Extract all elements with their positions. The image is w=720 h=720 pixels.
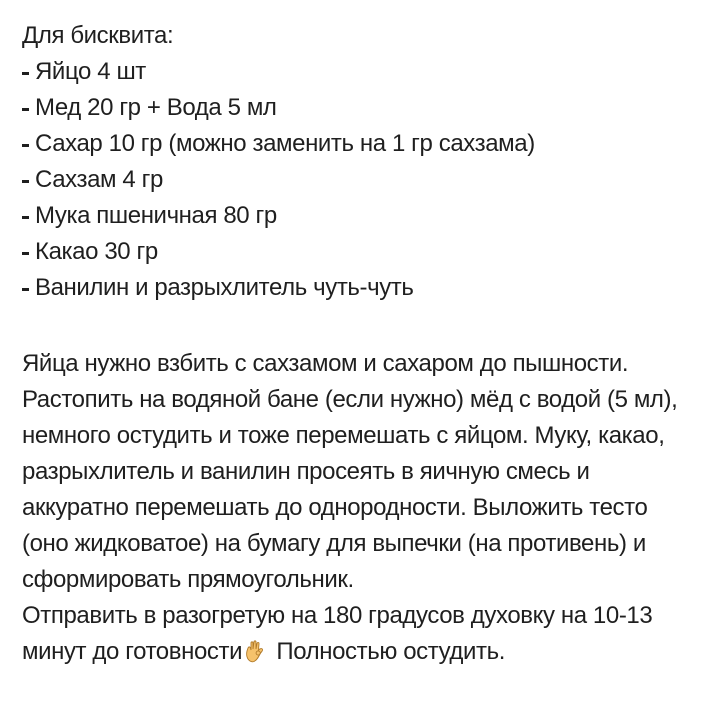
ok-hand-icon: [244, 638, 266, 674]
final-step-text-end: Полностью остудить.: [270, 638, 506, 665]
list-item: [22, 162, 712, 198]
ingredient-text: Какао 30 гр: [35, 238, 158, 265]
bullet-dash: [22, 252, 29, 255]
ingredient-text: Ванилин и разрыхлитель чуть-чуть: [35, 274, 414, 301]
final-step-text: Отправить в разогретую на 180 градусов духовку на 10-13 минут до готовности: [22, 602, 653, 665]
bullet-dash: [22, 180, 29, 183]
ingredient-text: Мед 20 гр + Вода 5 мл: [35, 94, 277, 121]
bullet-dash: [22, 216, 29, 219]
list-item: [22, 270, 712, 306]
bullet-dash: [22, 144, 29, 147]
ingredient-list: [22, 54, 712, 306]
instructions-paragraph: Яйца нужно взбить с сахзамом и сахаром до пышности. Растопить на водяной бане (если нужно) мёд с водой (5 мл), немного остудить и тоже перемешать с яйцом. Муку, какао, разрыхлитель и ванилин просеять в яичную смесь и аккуратно перемешать до однородности. Выложить тесто (оно жидковатое) на бумагу для выпечки (на противень) и сформировать прямоугольник.: [22, 350, 678, 593]
section-heading: Для бисквита:: [22, 22, 174, 49]
list-item: [22, 198, 712, 234]
final-step-paragraph: [22, 598, 686, 674]
bullet-dash: [22, 72, 29, 75]
recipe-text: [22, 18, 712, 674]
ingredient-text: Сахзам 4 гр: [35, 166, 163, 193]
ingredient-text: Сахар 10 гр (можно заменить на 1 гр сахзама): [35, 130, 535, 157]
list-item: [22, 54, 712, 90]
list-item: [22, 234, 712, 270]
bullet-dash: [22, 288, 29, 291]
ingredient-text: Мука пшеничная 80 гр: [35, 202, 277, 229]
bullet-dash: [22, 108, 29, 111]
paragraph-gap: [22, 306, 712, 346]
list-item: [22, 126, 712, 162]
list-item: [22, 90, 712, 126]
ingredient-text: Яйцо 4 шт: [35, 58, 146, 85]
